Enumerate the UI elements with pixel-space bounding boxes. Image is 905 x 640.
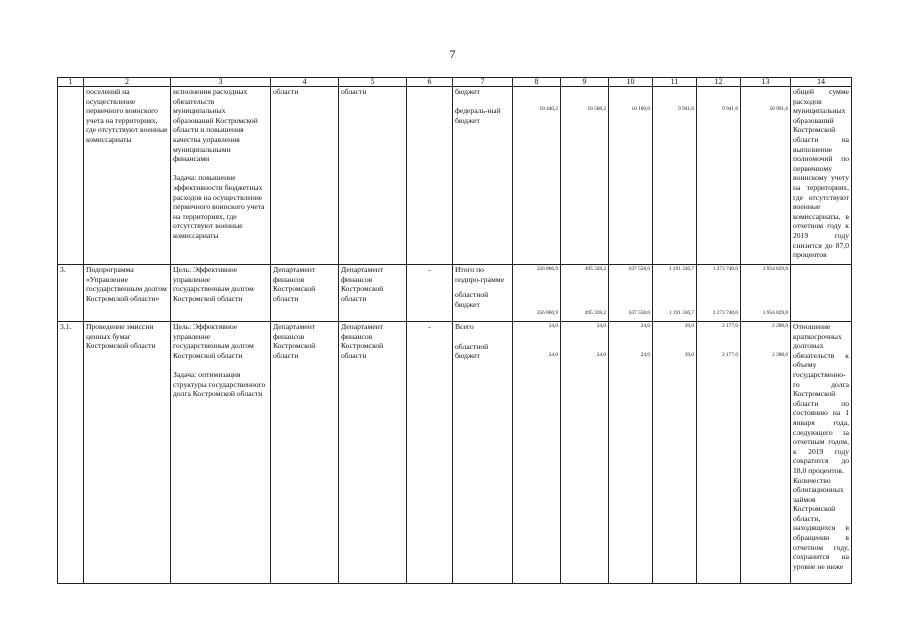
value-cell: 1 191 336,7: [668, 309, 694, 316]
value-cell: 10 568,2: [587, 106, 606, 112]
funding-source: Итого по подпро-грамме: [455, 265, 504, 284]
header-cell: 9: [561, 78, 609, 87]
table-row: [58, 265, 852, 322]
value-cell: 2 288,0: [772, 323, 788, 329]
executor: области: [271, 87, 339, 265]
value-cell: 356 866,9: [536, 266, 558, 272]
value-cell: 1 273 740,0: [712, 309, 738, 316]
value-cell: 637 558,0: [628, 266, 650, 272]
value-cell: 2 177,0: [722, 351, 738, 358]
value-cell: 495 328,2: [584, 309, 606, 316]
value-cell: 24,0: [596, 351, 606, 358]
task-text: Задача: оптимизация структуры государственного долга Костромской области: [173, 369, 266, 399]
value-cell: 24,0: [548, 351, 558, 358]
value-cell: 24,0: [640, 351, 650, 358]
header-cell: 8: [513, 78, 561, 87]
result-indicator: [791, 265, 852, 322]
table-row: [58, 87, 852, 265]
value-cell: 3 954 829,8: [762, 266, 788, 272]
header-cell: 4: [271, 78, 339, 87]
value-cell: 24,0: [548, 323, 558, 329]
row-number: 3.: [58, 265, 84, 322]
column-number-row: [58, 78, 852, 87]
table-row: [58, 322, 852, 584]
funding-source: областной бюджет: [455, 341, 489, 361]
header-cell: 13: [741, 78, 791, 87]
header-cell: 11: [653, 78, 697, 87]
result-indicator: Отношение краткосрочных долговых обязательств к объему государственно-го долга Костромской области по состоянию на 1 января года, следующего за отчетным годом, к 2019 году сократится до 18,0 процентов.: [793, 322, 849, 475]
header-cell: 2: [84, 78, 171, 87]
value-cell: 10 440,2: [539, 106, 558, 112]
coexecutor: Департамент финансов Костромской области: [339, 265, 407, 322]
deadline: [407, 87, 453, 265]
value-cell: 1 191 336,7: [668, 266, 694, 272]
coexecutor: области: [339, 87, 407, 265]
row-number: [58, 87, 84, 265]
value-cell: 39,0: [684, 323, 694, 329]
header-cell: 5: [339, 78, 407, 87]
header-cell: 10: [609, 78, 653, 87]
funding-source: бюджет: [455, 87, 480, 96]
funding-source: областной бюджет: [455, 290, 489, 309]
value-cell: 9 941,6: [678, 106, 694, 112]
value-cell: 9 941,6: [722, 106, 738, 112]
value-cell: 24,0: [640, 323, 650, 329]
value-cell: 1 273 740,0: [712, 266, 738, 272]
funding-source: федераль-ный бюджет: [455, 106, 501, 125]
value-cell: 39,0: [684, 351, 694, 358]
goal-text: Цель: Эффективное управление государственным долгом Костромской области: [171, 265, 271, 322]
event-name: Проведение эмиссии ценных бумаг Костромской области: [84, 322, 171, 584]
value-cell: 637 558,0: [628, 309, 650, 316]
value-cell: 50 991,6: [769, 106, 788, 112]
funding-source: Всего: [455, 322, 474, 331]
header-cell: 12: [697, 78, 741, 87]
task-text: Задача: повышение эффективности бюджетных расходов на осуществление первичного воинского учета на территориях, где отсутствуют военные комиссариаты: [173, 173, 265, 240]
header-cell: 1: [58, 78, 84, 87]
deadline: -: [407, 265, 453, 322]
event-name: Подпрограмма «Управление государственным долгом Костромской области»: [84, 265, 171, 322]
program-table: [57, 77, 852, 584]
row-number: 3.1.: [58, 322, 84, 584]
value-cell: 356 866,9: [536, 309, 558, 316]
goal-text: Цель: Эффективное управление государственным долгом Костромской области: [173, 322, 254, 360]
deadline: -: [407, 322, 453, 584]
header-cell: 6: [407, 78, 453, 87]
coexecutor: Департамент финансов Костромской области: [339, 322, 407, 584]
goal-text: исполнения расходных обязательств муниципальных образований Костромской области и повышения качества управления муниципальными финансами: [173, 87, 258, 164]
value-cell: 2 177,0: [722, 323, 738, 329]
value-cell: 10 100,0: [631, 106, 650, 112]
page-number: 7: [449, 47, 456, 61]
value-cell: 24,0: [596, 323, 606, 329]
event-name: поселений на осуществление первичного воинского учета на территориях, где отсутствуют военные комиссариаты: [84, 87, 171, 265]
result-indicator: общей сумме расходов муниципальных образований Костромской области на выполнение полномочий по первичному воинскому учету на территориях, где отсутствуют военные комиссариаты, в отчетном году к 2019 году снизится до 87,0 процентов: [791, 87, 852, 265]
header-cell: 7: [453, 78, 513, 87]
result-indicator: Количество облигационных займов Костромской области, находящихся в обращении в отчетном году, сохранится на уровне не ниже: [793, 475, 849, 571]
value-cell: 495 328,2: [584, 266, 606, 272]
value-cell: 2 288,0: [772, 351, 788, 358]
executor: Департамент финансов Костромской области: [271, 265, 339, 322]
executor: Департамент финансов Костромской области: [271, 322, 339, 584]
header-cell: 14: [791, 78, 852, 87]
value-cell: 3 954 829,8: [762, 309, 788, 316]
header-cell: 3: [171, 78, 271, 87]
